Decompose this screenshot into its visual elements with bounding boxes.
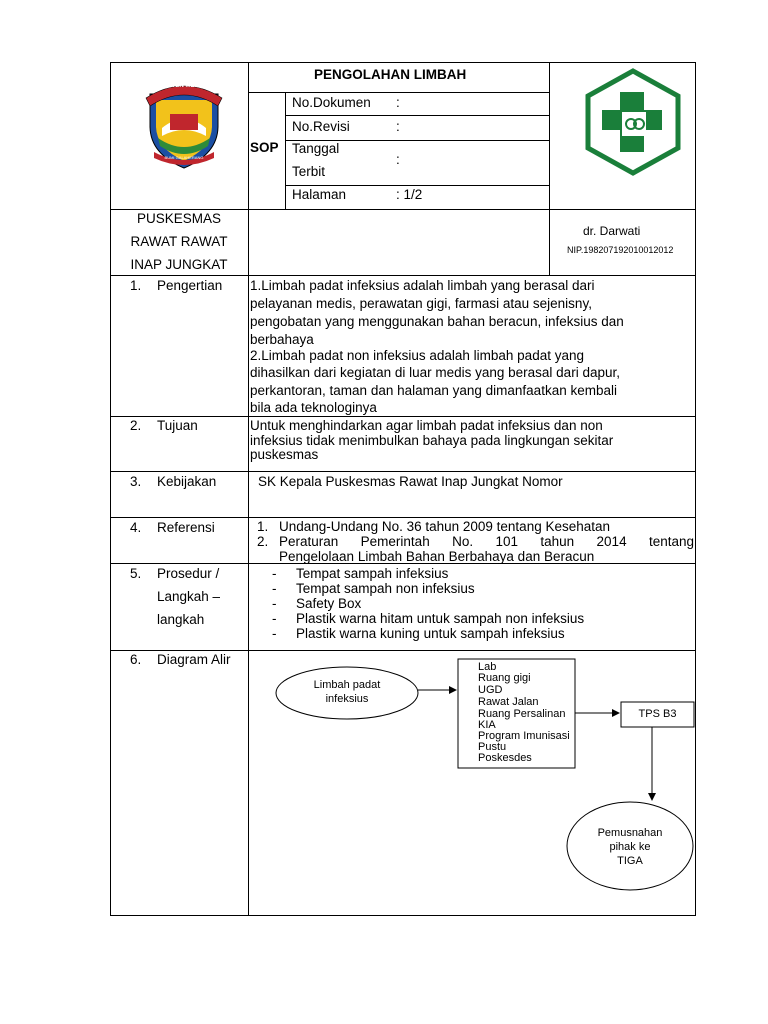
head-name: dr. Darwati	[583, 224, 641, 238]
kebijakan-text: SK Kepala Puskesmas Rawat Inap Jungkat Nomor	[258, 474, 563, 489]
section-2-number: 2.	[130, 418, 142, 433]
ref-2-text: Peraturan Pemerintah No. 101 tahun 2014 tentang	[279, 534, 694, 549]
start-node-line-1: Limbah padat	[313, 679, 381, 691]
section-1-label: Pengertian	[157, 278, 223, 293]
sop-label: SOP	[250, 140, 279, 155]
document-title: PENGOLAHAN LIMBAH	[314, 67, 467, 82]
source-item: Ruang Persalinan	[478, 708, 566, 720]
field-halaman-label: Halaman	[292, 187, 347, 202]
list-item: - Plastik warna kuning untuk sampah infeksius	[272, 626, 565, 641]
ref-1-text: Undang-Undang No. 36 tahun 2009 tentang Kesehatan	[279, 519, 611, 534]
text-line: 2.Limbah padat non infeksius adalah limbah padat yang	[250, 348, 584, 363]
source-item: Rawat Jalan	[478, 696, 539, 708]
list-item: - Plastik warna hitam untuk sampah non infeksius	[272, 611, 585, 626]
field-terbit-label: Terbit	[292, 164, 326, 179]
section-3-number: 3.	[130, 474, 142, 489]
field-tanggal-value: :	[396, 152, 400, 167]
text-line: dihasilkan dari kegiatan di luar medis yang berasal dari dapur,	[250, 365, 620, 380]
text-line: berbahaya	[250, 332, 314, 347]
text-line: bila ada teknologinya	[250, 400, 377, 415]
source-item: Pustu	[478, 741, 507, 753]
field-no-revisi-value: :	[396, 119, 400, 134]
source-item: Program Imunisasi	[478, 730, 570, 742]
source-item: UGD	[478, 684, 503, 696]
list-item: - Safety Box	[272, 596, 362, 611]
start-node-line-2: infeksius	[325, 693, 369, 705]
text-line: perkantoran, taman dan halaman yang dimanfaatkan kembali	[250, 383, 617, 398]
org-name-line-2: RAWAT RAWAT	[130, 234, 228, 249]
text-line: pengobatan yang menggunakan bahan beracun, infeksius dan	[250, 314, 624, 329]
source-item: Ruang gigi	[478, 672, 531, 684]
source-item: Lab	[478, 661, 497, 673]
section-6-number: 6.	[130, 652, 142, 667]
field-tanggal-label: Tanggal	[292, 141, 340, 156]
section-4-label: Referensi	[157, 520, 215, 535]
end-node-line-1: Pemusnahan	[597, 827, 663, 839]
tps-label: TPS B3	[638, 708, 677, 720]
text-line: 1.Limbah padat infeksius adalah limbah yang berasal dari	[250, 278, 595, 293]
section-5-number: 5.	[130, 566, 142, 581]
text-line: puskesmas	[250, 447, 319, 462]
section-5-label-line-1: Prosedur /	[157, 566, 220, 581]
section-6-label: Diagram Alir	[157, 652, 231, 667]
field-no-dokumen-label: No.Dokumen	[292, 95, 371, 110]
text-line: pelayanan medis, perawatan gigi, farmasi atau sejenisny,	[250, 296, 592, 311]
section-3-label: Kebijakan	[157, 474, 217, 489]
field-no-revisi-label: No.Revisi	[292, 119, 350, 134]
logo-motto-text: BUMI GALAHERANG	[164, 155, 204, 160]
ref-2-text-cont: Pengelolaan Limbah Bahan Berbahaya dan Beracun	[279, 549, 595, 564]
text-line: infeksius tidak menimbulkan bahaya pada lingkungan sekitar	[250, 433, 614, 448]
list-item: - Tempat sampah non infeksius	[272, 581, 475, 596]
section-5-label-line-3: langkah	[157, 612, 205, 627]
ref-1-number: 1.	[257, 519, 269, 534]
field-halaman-value: : 1/2	[396, 187, 423, 202]
ref-2-number: 2.	[257, 534, 269, 549]
section-5-label-line-2: Langkah –	[157, 589, 221, 604]
end-node-line-3: TIGA	[617, 855, 643, 867]
field-no-dokumen-value: :	[396, 95, 400, 110]
list-item: - Tempat sampah infeksius	[272, 566, 449, 581]
end-node-line-2: pihak ke	[609, 841, 651, 853]
section-2-label: Tujuan	[157, 418, 198, 433]
text-line: Untuk menghindarkan agar limbah padat infeksius dan non	[250, 418, 603, 433]
org-name-line-1: PUSKESMAS	[136, 211, 222, 226]
section-1-number: 1.	[130, 278, 142, 293]
section-4-number: 4.	[130, 520, 142, 535]
source-item: Poskesdes	[478, 752, 532, 764]
org-name-line-3: INAP JUNGKAT	[130, 257, 228, 272]
source-item: KIA	[478, 719, 496, 731]
head-nip: NIP.198207192010012012	[567, 245, 674, 255]
logo-banner-text: KABUPATEN MEMPAWAH	[147, 83, 221, 89]
